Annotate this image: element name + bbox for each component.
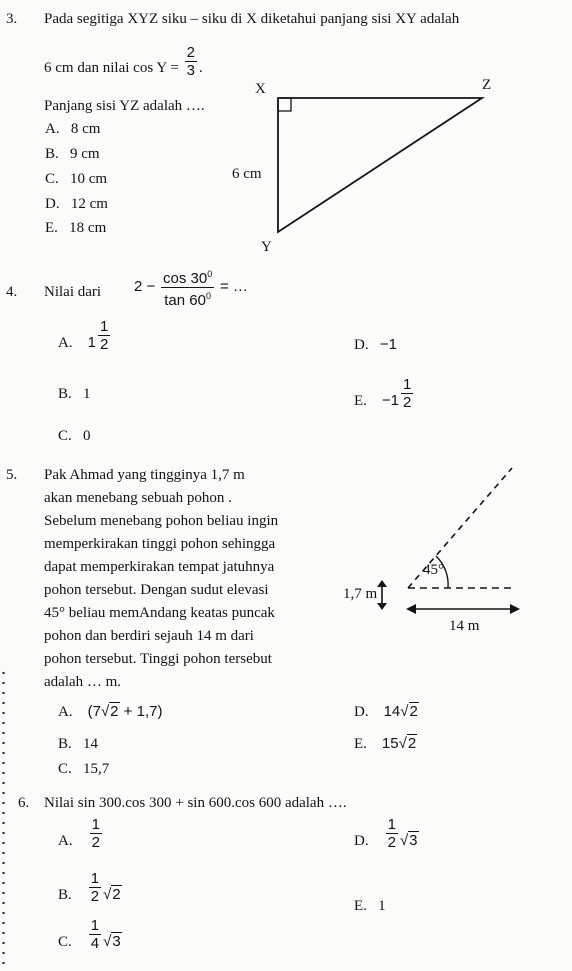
q6-number: 6. [18,795,30,811]
figure-angle-label: 45° [423,562,444,578]
binding-dots [2,668,5,968]
q3-text-line2: 6 cm dan nilai cos Y = $\frac{2}{3}$ . [44,44,203,79]
q5-line-2: akan menebang sebuah pohon . [44,490,232,506]
q6-text: Nilai sin 300.cos 300 + sin 600.cos 600 adalah …. [44,795,347,811]
q4-option-a: A. 1 $\frac{1}{2}$ [58,318,109,354]
q4-option-c: C. 0 [58,428,91,444]
q3-option-c: C. 10 cm [45,171,108,187]
vertex-z-label: Z [482,77,492,93]
q6-option-d: D. $\frac{1}{2}$ √3 [354,816,418,852]
q4-expression: 2 − $\frac{\cos 30^0}{\tan 60^0}$ = … [134,266,248,309]
q3-option-e: E. 18 cm [45,220,107,236]
q5-option-b: B. 14 [58,736,99,752]
q6-option-e: E. 1 [354,898,386,914]
q6-option-b: B. $\frac{1}{2}$ √2 [58,870,121,906]
side-xy-label: 6 cm [232,166,262,182]
q3-text-line1: Pada segitiga XYZ siku – siku di X diketahui panjang sisi XY adalah [44,11,460,27]
q3-option-b: B. 9 cm [45,146,100,162]
q5-option-a: A. (7√2 + 1,7) [58,703,163,720]
q5-option-e: E. 15√2 [354,735,417,752]
q3-number: 3. [6,11,18,27]
q5-line-1: Pak Ahmad yang tingginya 1,7 m [44,467,245,483]
q4-text: Nilai dari [44,284,102,300]
q5-number: 5. [6,467,18,483]
figure-distance-label: 14 m [449,618,480,634]
q6-option-a: A. $\frac{1}{2}$ [58,816,100,852]
q3-option-a: A. 8 cm [45,121,101,137]
q6-option-c: C. $\frac{1}{4}$ √3 [58,917,121,953]
q3-question: Panjang sisi YZ adalah …. [44,98,205,114]
q5-line-10: adalah … m. [44,674,122,690]
figure-height-label: 1,7 m [343,586,378,602]
q4-option-d: D. −1 [354,336,397,353]
q5-line-3: Sebelum menebang pohon beliau ingin [44,513,279,529]
q5-line-6: pohon tersebut. Dengan sudut elevasi [44,582,269,598]
q4-option-e: E. −1 $\frac{1}{2}$ [354,376,412,412]
q3-option-d: D. 12 cm [45,196,108,212]
q5-line-5: dapat memperkirakan tempat jatuhnya [44,559,275,575]
q4-number: 4. [6,284,18,300]
vertex-x-label: X [255,81,266,97]
q5-option-d: D. 14√2 [354,703,418,720]
q5-option-c: C. 15,7 [58,761,110,777]
q5-line-7: 45° beliau memAndang keatas puncak [44,605,275,621]
q5-line-9: pohon tersebut. Tinggi pohon tersebut [44,651,272,667]
q4-option-b: B. 1 [58,386,91,402]
q5-line-8: pohon dan berdiri sejauh 14 m dari [44,628,254,644]
vertex-y-label: Y [261,239,272,255]
q5-line-4: memperkirakan tinggi pohon sehingga [44,536,276,552]
